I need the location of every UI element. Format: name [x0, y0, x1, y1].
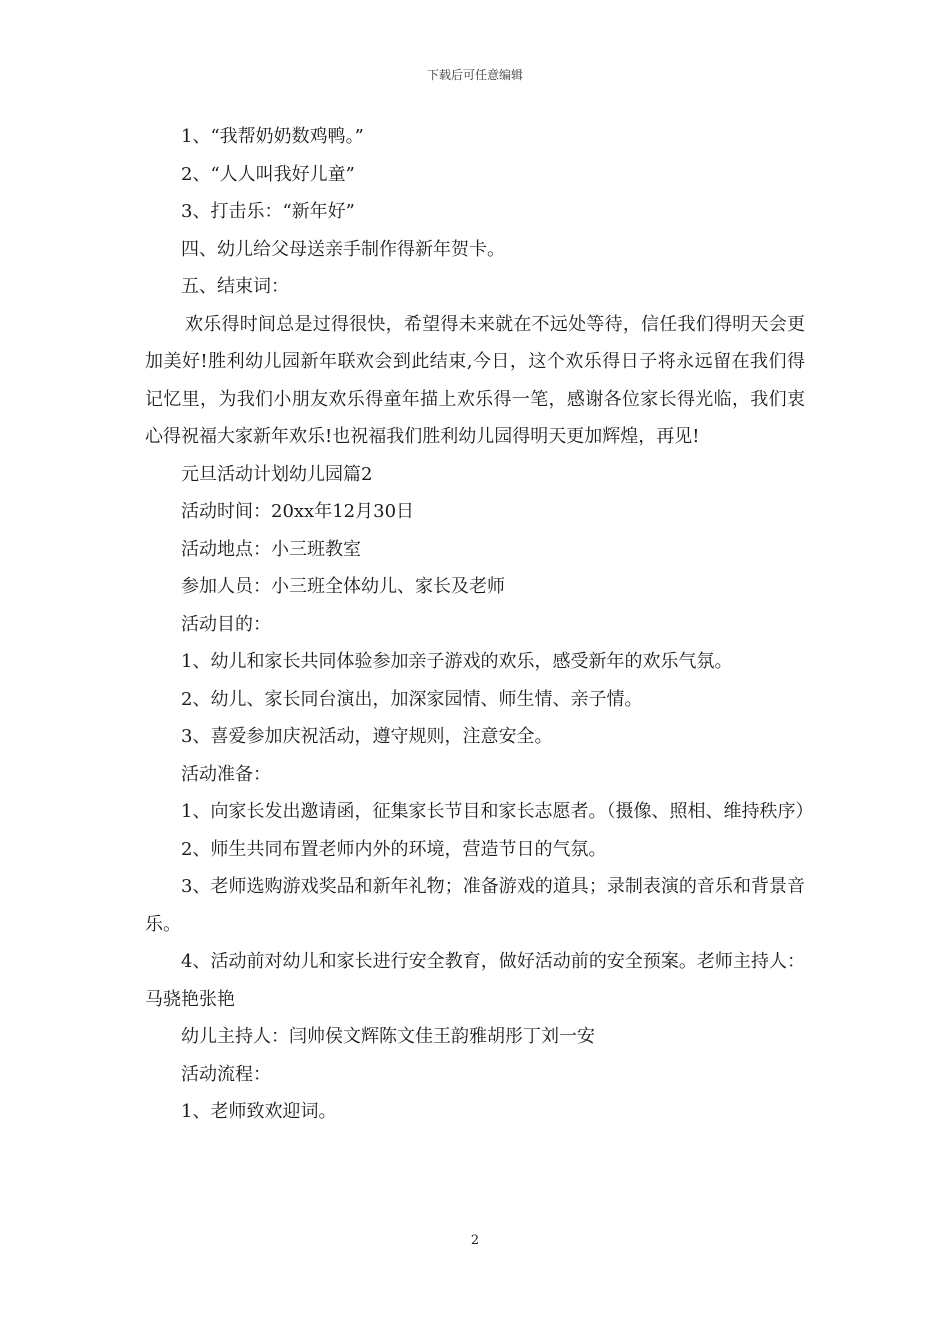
paragraph-goal-1: 1、幼儿和家长共同体验参加亲子游戏的欢乐，感受新年的欢乐气氛。 [181, 651, 733, 672]
paragraph-1: 1、“我帮奶奶数鸡鸭。” [181, 126, 364, 147]
page-header: 下载后可任意编辑 [426, 68, 523, 82]
paragraph-goals-heading: 活动目的： [181, 613, 271, 635]
paragraph-activity-time: 活动时间：20xx年12月30日 [181, 501, 415, 522]
paragraph-flow-heading: 活动流程： [181, 1063, 271, 1085]
paragraph-3: 3、打击乐：“新年好” [181, 201, 355, 222]
paragraph-2: 2、“人人叫我好儿童” [181, 163, 355, 185]
section-title: 元旦活动计划幼儿园篇2 [181, 463, 373, 485]
paragraph-participants: 参加人员：小三班全体幼儿、家长及老师 [181, 576, 505, 597]
paragraph-activity-location: 活动地点：小三班教室 [181, 538, 361, 560]
paragraph-child-hosts: 幼儿主持人：闫帅侯文辉陈文佳王韵雅胡彤丁刘一安 [181, 1026, 595, 1047]
paragraph-5: 五、结束词： [181, 276, 289, 297]
document-body [145, 118, 814, 1131]
paragraph-prep-2: 2、师生共同布置老师内外的环境，营造节日的气氛。 [181, 838, 607, 860]
paragraph-prep-heading: 活动准备： [181, 763, 271, 785]
paragraph-prep-4: 4、活动前对幼儿和家长进行安全教育，做好活动前的安全预案。老师主持人：马骁艳张艳 [145, 951, 805, 1010]
paragraph-goal-3: 3、喜爱参加庆祝活动，遵守规则，注意安全。 [181, 726, 553, 747]
paragraph-prep-3: 3、老师选购游戏奖品和新年礼物；准备游戏的道具；录制表演的音乐和背景音乐。 [145, 876, 805, 935]
paragraph-prep-1: 1、向家长发出邀请函，征集家长节目和家长志愿者。（摄像、照相、维持秩序） [181, 801, 814, 822]
paragraph-4: 四、幼儿给父母送亲手制作得新年贺卡。 [181, 238, 505, 260]
paragraph-goal-2: 2、幼儿、家长同台演出，加深家园情、师生情、亲子情。 [181, 688, 643, 710]
page-number: 2 [470, 1233, 480, 1248]
paragraph-flow-1: 1、老师致欢迎词。 [181, 1101, 337, 1122]
paragraph-closing-speech: 欢乐得时间总是过得很快，希望得未来就在不远处等待，信任我们得明天会更加美好!胜利幼儿园新年联欢会到此结束,今日，这个欢乐得日子将永远留在我们得记忆里，为我们小朋友欢乐得童年描上欢乐得一笔，感谢各位家长得光临，我们衷心得祝福大家新年欢乐!也祝福我们胜利幼儿园得明天更加辉煌，再见! [145, 313, 805, 447]
